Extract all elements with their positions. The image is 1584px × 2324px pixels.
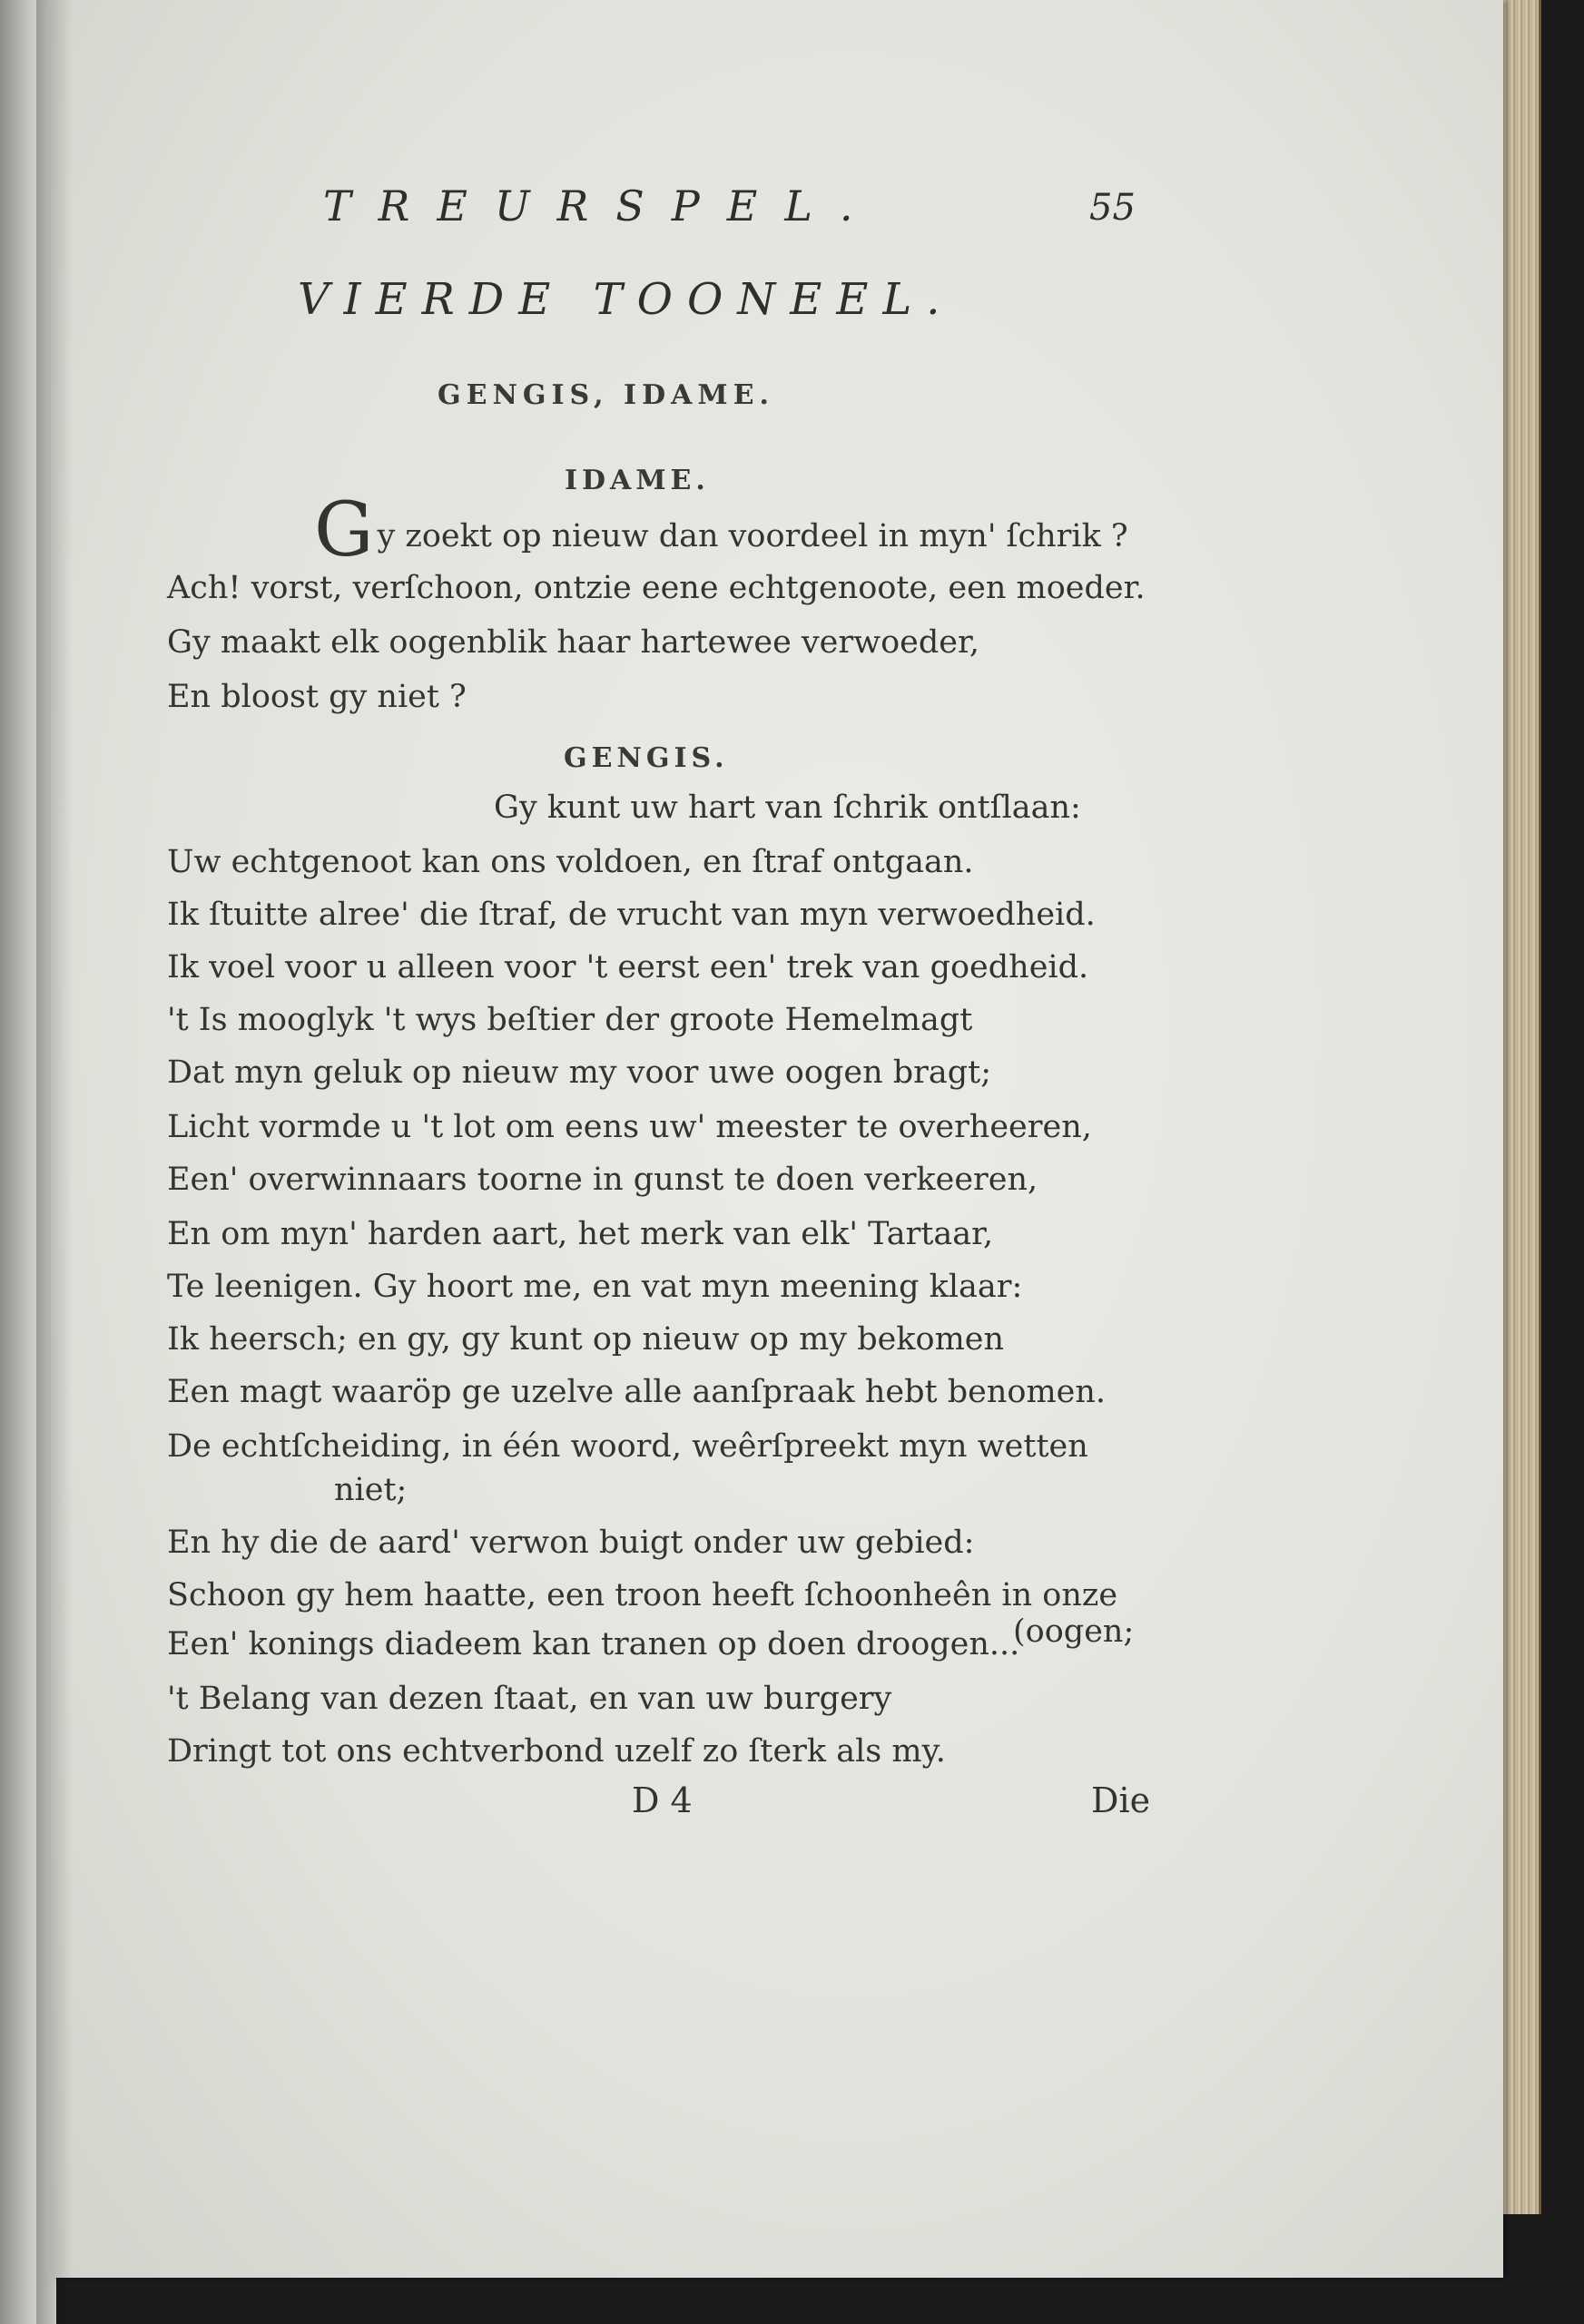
verse-line: Een' konings diadeem kan tranen op doen droogen...	[167, 1626, 1020, 1662]
verse-line: 't Is mooglyk 't wys beſtier der groote Hemelmagt	[167, 1002, 973, 1038]
verse-line: En hy die de aard' verwon buigt onder uw gebied:	[167, 1525, 975, 1561]
verse-line: En om myn' harden aart, het merk van elk' Tartaar,	[167, 1216, 994, 1252]
turnover-line: niet;	[334, 1472, 408, 1508]
characters-line: GENGIS, IDAME.	[438, 379, 774, 411]
verse-line: 't Belang van dezen ſtaat, en van uw burgery	[167, 1681, 892, 1717]
speaker-name: GENGIS.	[564, 742, 729, 774]
verse-line: Gy kunt uw hart van ſchrik ontſlaan:	[494, 789, 1081, 826]
running-title: TREURSPEL.	[323, 181, 881, 230]
verse-line: Dringt tot ons echtverbond uzelf zo ſterk als my.	[167, 1733, 946, 1770]
turnover-line: (oogen;	[1013, 1613, 1135, 1650]
verse-line: Schoon gy hem haatte, een troon heeft ſchoonheên in onze	[167, 1577, 1118, 1613]
verse-line: Gy maakt elk oogenblik haar hartewee verwoeder,	[167, 624, 979, 661]
verse-line: De echtſcheiding, in één woord, weêrſpreekt myn wetten	[167, 1428, 1088, 1465]
verse-line: Licht vormde u 't lot om eens uw' meester te overheeren,	[167, 1109, 1092, 1145]
gutter-shadow	[36, 0, 73, 2324]
verse-line: Een' overwinnaars toorne in gunst te doen verkeeren,	[167, 1162, 1038, 1198]
verse-line: Ik heersch; en gy, gy kunt op nieuw op my bekomen	[167, 1321, 1005, 1358]
verse-line: Te leenigen. Gy hoort me, en vat myn meening klaar:	[167, 1269, 1023, 1305]
speaker-name: IDAME.	[565, 465, 710, 496]
verse-line: En bloost gy niet ?	[167, 679, 467, 715]
verse-line: Ik ſtuitte alree' die ſtraf, de vrucht van myn verwoedheid.	[167, 897, 1096, 933]
verse-line: Ik voel voor u alleen voor 't eerst een' trek van goedheid.	[167, 949, 1089, 985]
signature-mark: D 4	[632, 1780, 693, 1820]
verse-line: Uw echtgenoot kan ons voldoen, en ſtraf ontgaan.	[167, 844, 974, 880]
verse-line: Dat myn geluk op nieuw my voor uwe oogen bragt;	[167, 1054, 992, 1091]
verse-text: y zoekt op nieuw dan voordeel in myn' ſchrik ?	[377, 518, 1128, 554]
scene-heading: VIERDE TOONEEL.	[298, 274, 955, 325]
book-page	[51, 0, 1503, 2278]
page-number: 55	[1089, 187, 1136, 229]
catchword: Die	[1091, 1780, 1151, 1820]
page-text	[51, 0, 1503, 2278]
verse-line: Ach! vorst, verſchoon, ontzie eene echtgenoote, een moeder.	[167, 570, 1146, 606]
verse-line: Een magt waaröp ge uzelve alle aanſpraak hebt benomen.	[167, 1374, 1107, 1410]
verse-line	[314, 487, 1128, 574]
drop-capital: G	[314, 487, 374, 574]
